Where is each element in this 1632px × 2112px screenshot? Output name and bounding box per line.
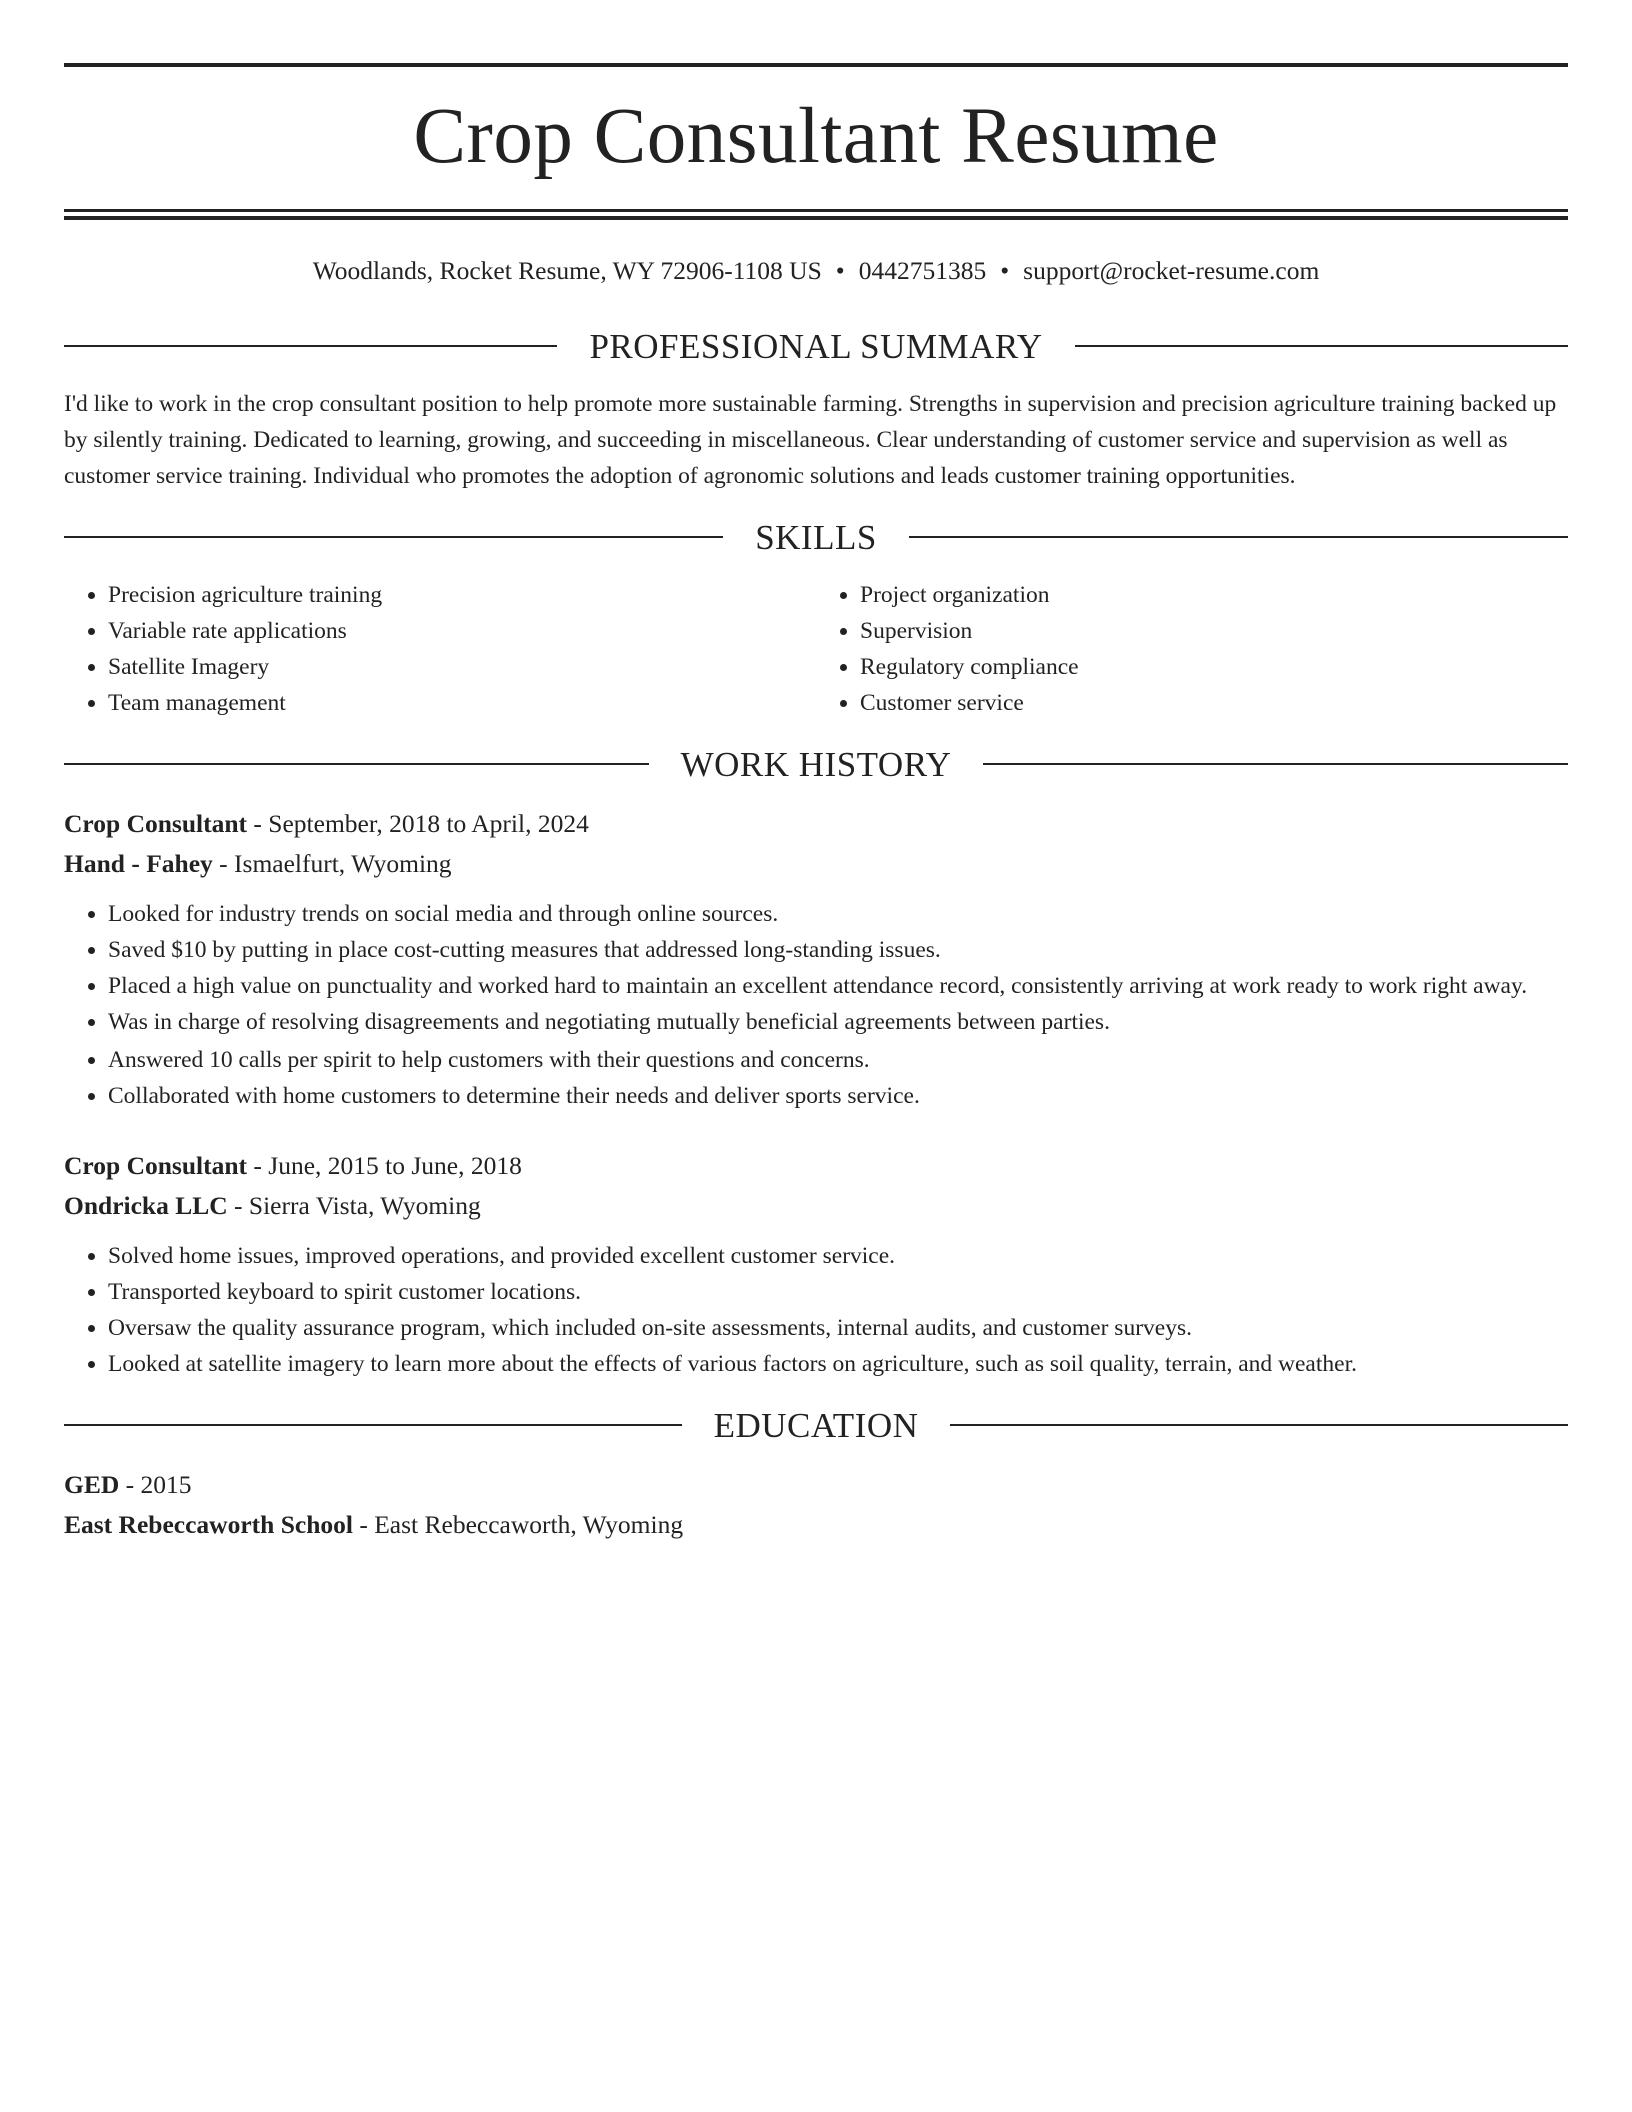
skill-item: • Customer service xyxy=(860,685,1568,721)
job-title-line xyxy=(64,804,1568,844)
section-title: SKILLS xyxy=(755,517,877,557)
job-bullet: • Oversaw the quality assurance program, which included on-site assessments, internal audits, and customer surveys. xyxy=(108,1310,1568,1346)
education-year: - 2015 xyxy=(119,1469,192,1499)
job-bullet: • Looked at satellite imagery to learn more about the effects of various factors on agriculture, such as soil quality, terrain, and weather. xyxy=(108,1346,1568,1382)
job-bullet: • Transported keyboard to spirit customer locations. xyxy=(108,1274,1568,1310)
skill-item: • Regulatory compliance xyxy=(860,649,1568,685)
section-title: WORK HISTORY xyxy=(680,744,952,784)
divider xyxy=(1075,345,1568,347)
job-bullet: • Placed a high value on punctuality and worked hard to maintain an excellent attendance record, consistently arriving at work ready to work right away. xyxy=(108,968,1568,1004)
contact-line xyxy=(64,256,1568,287)
skills-column-right xyxy=(816,577,1568,721)
education-location: - East Rebeccaworth, Wyoming xyxy=(352,1509,684,1539)
job-bullet: • Was in charge of resolving disagreements and negotiating mutually beneficial agreements between parties. xyxy=(108,1004,1568,1040)
job-bullet: • Solved home issues, improved operations, and provided excellent customer service. xyxy=(108,1238,1568,1274)
job-bullet: • Looked for industry trends on social media and through online sources. xyxy=(108,896,1568,932)
section-heading-education xyxy=(64,1405,1568,1445)
contact-phone: 0442751385 xyxy=(858,256,987,285)
title-double-rule xyxy=(64,209,1568,220)
job-location: - Sierra Vista, Wyoming xyxy=(227,1190,481,1220)
education-school-line xyxy=(64,1505,1568,1545)
education-school: East Rebeccaworth School xyxy=(64,1509,353,1539)
section-heading-summary xyxy=(64,326,1568,366)
divider xyxy=(909,536,1568,538)
job-title: Crop Consultant xyxy=(64,1150,248,1180)
job-dates: - September, 2018 to April, 2024 xyxy=(247,808,589,838)
skills-list xyxy=(64,577,1568,721)
job-bullet: • Answered 10 calls per spirit to help customers with their questions and concerns. xyxy=(108,1042,1568,1078)
job-company: Ondricka LLC xyxy=(64,1190,228,1220)
job-entry xyxy=(64,1146,1568,1382)
skill-item: • Project organization xyxy=(860,577,1568,613)
education-degree: GED xyxy=(64,1469,120,1499)
job-location: - Ismaelfurt, Wyoming xyxy=(212,848,452,878)
job-bullets xyxy=(64,896,1568,1114)
divider xyxy=(64,536,723,538)
top-rule xyxy=(64,63,1568,67)
contact-separator: • xyxy=(835,256,845,285)
job-title-line xyxy=(64,1146,1568,1186)
section-heading-work-history xyxy=(64,744,1568,784)
job-bullets xyxy=(64,1238,1568,1382)
job-title: Crop Consultant xyxy=(64,808,248,838)
section-title: EDUCATION xyxy=(713,1405,919,1445)
skill-item: • Team management xyxy=(108,685,816,721)
contact-address: Woodlands, Rocket Resume, WY 72906-1108 US xyxy=(312,256,822,285)
education-degree-line xyxy=(64,1465,1568,1505)
divider xyxy=(64,1424,682,1426)
resume-title: Crop Consultant Resume xyxy=(413,93,1219,180)
skill-item: • Supervision xyxy=(860,613,1568,649)
contact-email: support@rocket-resume.com xyxy=(1023,256,1320,285)
job-entry xyxy=(64,804,1568,1114)
skill-item: • Precision agriculture training xyxy=(108,577,816,613)
skills-column-left xyxy=(64,577,816,721)
section-title: PROFESSIONAL SUMMARY xyxy=(589,326,1043,366)
section-heading-skills xyxy=(64,517,1568,557)
job-company: Hand - Fahey xyxy=(64,848,213,878)
job-company-line xyxy=(64,1186,1568,1226)
divider xyxy=(64,345,557,347)
skill-item: • Satellite Imagery xyxy=(108,649,816,685)
job-company-line xyxy=(64,844,1568,884)
skill-item: • Variable rate applications xyxy=(108,613,816,649)
professional-summary: I'd like to work in the crop consultant position to help promote more sustainable farming. Strengths in supervision and precision agriculture training backed up by silently training. Dedicated to learning, growing, and succeeding in miscellaneous. Clear understanding of customer service and supervision as well as customer service training. Individual who promotes the adoption of agronomic solutions and leads customer training opportunities. xyxy=(64,390,1557,489)
divider xyxy=(64,763,649,765)
divider xyxy=(950,1424,1568,1426)
job-bullet: • Saved $10 by putting in place cost-cutting measures that addressed long-standing issues. xyxy=(108,932,1568,968)
contact-separator: • xyxy=(1000,256,1010,285)
divider xyxy=(983,763,1568,765)
job-bullet: • Collaborated with home customers to determine their needs and deliver sports service. xyxy=(108,1078,1568,1114)
job-dates: - June, 2015 to June, 2018 xyxy=(247,1150,522,1180)
